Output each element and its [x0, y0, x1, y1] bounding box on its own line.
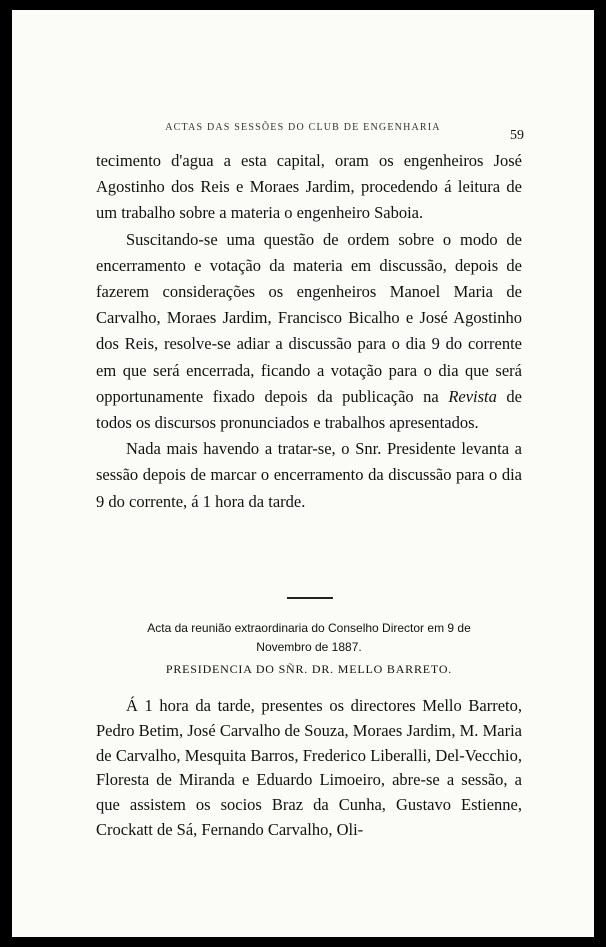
paragraph-order-question [96, 227, 522, 437]
presidency-line: PRESIDENCIA DO SÑR. DR. MELLO BARRETO. [165, 662, 453, 676]
minutes-heading-line-1: Acta da reunião extraordinaria do Conselho Director em 9 de [147, 621, 471, 635]
main-text [96, 148, 522, 515]
minutes-text [96, 694, 522, 843]
paragraph-continuation: tecimento d'agua a esta capital, oram os engenheiros José Agostinho dos Reis e Moraes Jardim, procedendo á leitura de um trabalho sobre a materia o engenheiro Saboia. [96, 151, 522, 223]
section-divider [287, 597, 333, 599]
paragraph-text: Suscitando-se uma questão de ordem sobre o modo de encerramento e votação da materia em discussão, depois de fazerem considerações os engenheiros Manoel Maria de Carvalho, Moraes Jardim, Francisco Bicalho e José Agostinho dos Reis, resolve-se adiar a discussão para o dia 9 do corrente em que será encerrada, ficando a votação para o dia que será opportunamente fixado depois da publicação na [96, 229, 522, 406]
paragraph-closing: Nada mais havendo a tratar-se, o Snr. Presidente levanta a sessão depois de marcar o encerramento da discussão para o dia 9 do corrente, á 1 hora da tarde. [96, 439, 522, 511]
paragraph-attendance: Á 1 hora da tarde, presentes os directores Mello Barreto, Pedro Betim, José Carvalho de Souza, Moraes Jardim, M. Maria de Carvalho, Mesquita Barros, Frederico Liberalli, Del-Vecchio, Floresta de Miranda e Eduardo Limoeiro, abre-se a sessão, a que assistem os socios Braz da Cunha, Gustavo Estienne, Crockatt de Sá, Fernando Carvalho, Oli- [96, 696, 522, 839]
revista-title: Revista [448, 386, 497, 406]
minutes-heading [96, 619, 522, 657]
paragraph-text: de todos os discursos pronunciados e trabalhos apresentados. [96, 386, 523, 433]
page-number: 59 [510, 128, 524, 143]
minutes-heading-line-2: Novembro de 1887. [256, 640, 362, 654]
book-page [12, 10, 594, 937]
running-head: ACTAS DAS SESSÕES DO CLUB DE ENGENHARIA [165, 122, 441, 133]
